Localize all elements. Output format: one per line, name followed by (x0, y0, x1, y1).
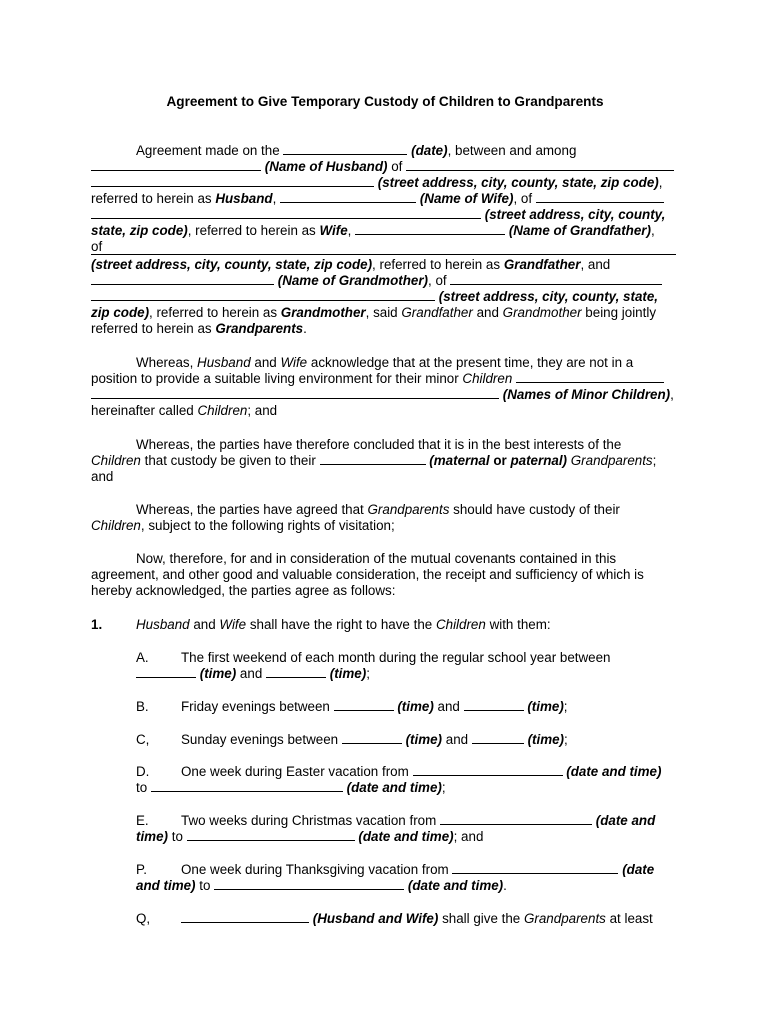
intro-line-11 (91, 305, 656, 321)
husband-address-blank-2[interactable] (91, 175, 374, 187)
item-c-label: C, (136, 732, 150, 747)
of-text: of (91, 239, 103, 254)
item-a-text: The first weekend of each month during the regular school year between (181, 650, 611, 665)
minor-children-blank-2[interactable] (91, 387, 499, 399)
semicolon-text: ; (652, 453, 657, 468)
wife-address-blank-2[interactable] (91, 207, 481, 219)
husband-name-blank[interactable] (91, 159, 261, 171)
now-line-1: Now, therefore, for and in consideration of the mutual covenants contained in this (136, 551, 617, 566)
whereas2-line-3 (91, 469, 113, 485)
minor-children-blank-1[interactable] (516, 371, 664, 383)
whereas3-line-2 (91, 518, 395, 534)
item-p-line (181, 862, 654, 878)
and-text: and (437, 699, 460, 714)
hereinafter-text: hereinafter called (91, 403, 194, 418)
time-label: (time) (199, 666, 237, 681)
being-jointly-text: being jointly (585, 305, 657, 320)
referred-text: referred to herein as (91, 321, 212, 336)
intro-line-2 (91, 159, 674, 175)
husband-wife-blank[interactable] (181, 911, 309, 923)
item-e-line-2 (136, 829, 483, 845)
date-time-label: (date and time) (346, 780, 442, 795)
time-blank[interactable] (136, 666, 196, 678)
section1-line (136, 617, 551, 633)
names-minor-children-label: (Names of Minor Children) (502, 387, 671, 402)
grandparents-italic: Grandparents (367, 502, 450, 517)
grandmother-italic: Grandmother (502, 305, 582, 320)
paternal-label: paternal) (510, 453, 568, 468)
wife-term: Wife (319, 223, 348, 238)
of-comma-text: , of (428, 273, 447, 288)
whereas1-line-2 (91, 371, 664, 387)
item-a-label: A. (136, 650, 149, 665)
said-text: , said (365, 305, 398, 320)
intro-line-3 (91, 175, 663, 191)
whereas-text: Whereas, (136, 355, 194, 370)
children-italic: Children (91, 518, 141, 533)
date-time-blank[interactable] (151, 780, 343, 792)
intro-line-12 (91, 321, 307, 337)
referred-text: , referred to herein as (149, 305, 278, 320)
and-text: and (445, 732, 469, 747)
whereas2-line1-text: Whereas, the parties have therefore concluded that it is in the best interests of the (136, 437, 622, 452)
intro-line-7 (91, 239, 102, 255)
to-text: to (171, 829, 183, 844)
date-time-blank[interactable] (413, 764, 563, 776)
and-text: and (476, 305, 499, 320)
time-blank[interactable] (334, 699, 394, 711)
intro-line-5 (91, 207, 665, 223)
referred-text: , referred to herein as (187, 223, 316, 238)
and-time-label: and time) (136, 878, 196, 893)
wife-italic: Wife (280, 355, 308, 370)
time-label: (time) (329, 666, 367, 681)
semicolon-text: ; (441, 780, 446, 795)
whereas1-line2-text: position to provide a suitable living environment for their minor (91, 371, 459, 386)
time-blank[interactable] (342, 732, 402, 744)
item-e-line (181, 813, 655, 829)
to-text: to (199, 878, 211, 893)
of-text: of (391, 159, 403, 174)
item-q-text: shall give the (442, 911, 521, 926)
intro-line-9 (91, 273, 662, 289)
date-time-label: (date and time) (407, 878, 504, 893)
grandfather-italic: Grandfather (401, 305, 473, 320)
time-label: (time) (397, 699, 434, 714)
grandmother-term: Grandmother (280, 305, 366, 320)
period-text: . (303, 321, 307, 336)
or-label: or (493, 453, 507, 468)
time-blank[interactable] (464, 699, 524, 711)
grandmother-address-blank-1[interactable] (450, 273, 662, 285)
period-text: . (503, 878, 507, 893)
intro-between: , between and among (447, 143, 577, 158)
grandparents-term: Grandparents (215, 321, 304, 336)
time-blank[interactable] (266, 666, 326, 678)
wife-address-blank-1[interactable] (536, 191, 664, 203)
comma-text: , (658, 175, 663, 190)
date-time-blank[interactable] (187, 829, 355, 841)
item-e-label: E. (136, 813, 149, 828)
intro-line-10 (91, 289, 658, 305)
semicolon-text: ; (563, 699, 568, 714)
zip-code-label: zip code) (91, 305, 150, 320)
whereas2-line-1 (136, 437, 621, 453)
item-b-line (181, 699, 568, 715)
date-time-blank[interactable] (440, 813, 592, 825)
and-text: ; and (453, 829, 484, 844)
item-b-label: B. (136, 699, 149, 714)
and-text: and (193, 617, 216, 632)
item-d-line (181, 764, 661, 780)
item-c-text: Sunday evenings between (181, 732, 339, 747)
and-text: , and (580, 257, 611, 272)
referred-text: , referred to herein as (372, 257, 501, 272)
husband-term: Husband (215, 191, 273, 206)
visitation-text: , subject to the following rights of visitation; (140, 518, 395, 533)
whereas1-line-1 (136, 355, 633, 371)
time-blank[interactable] (472, 732, 524, 744)
section1-mid: shall have the right to have the (249, 617, 433, 632)
item-e-text: Two weeks during Christmas vacation from (181, 813, 437, 828)
street-address-label-4: (street address, city, county, state, (438, 289, 659, 304)
semicolon-text: ; (366, 666, 370, 681)
item-p-label: P. (136, 862, 147, 877)
time-label: (time) (527, 699, 564, 714)
intro-line-6: state, zip code), referred to herein as Wife, (Name of Grandfather), (91, 223, 655, 238)
wife-name-label: (Name of Wife) (419, 191, 514, 206)
and-text: ; and (247, 403, 278, 418)
husband-address-blank-1[interactable] (406, 159, 674, 171)
grandmother-name-label: (Name of Grandmother) (277, 273, 429, 288)
item-d-line-2 (136, 780, 446, 796)
date-blank[interactable] (283, 143, 407, 155)
time-label: (time) (527, 732, 565, 747)
intro-line-4: referred to herein as Husband, (Name of Wife), of (91, 191, 664, 207)
item-d-label: D. (136, 764, 150, 779)
maternal-paternal-blank[interactable] (320, 453, 426, 465)
now-line-3: hereby acknowledged, the parties agree as follows: (91, 583, 396, 598)
husband-name-label: (Name of Husband) (264, 159, 388, 174)
state-zip-label: state, zip code) (91, 223, 188, 238)
grandfather-address-blank[interactable] (91, 254, 676, 255)
whereas1-line-3 (91, 387, 674, 403)
section1-post: with them: (489, 617, 551, 632)
date-time-blank[interactable] (452, 862, 618, 874)
intro-line-1 (136, 143, 576, 159)
whereas3-post: should have custody of their (453, 502, 620, 517)
item-a-line-2 (136, 666, 370, 682)
time-label: (time) (405, 732, 443, 747)
item-q-label: Q, (136, 911, 151, 926)
of-comma-text: , of (513, 191, 533, 206)
date-and-label: (date and (595, 813, 656, 828)
husband-wife-label: (Husband and Wife) (312, 911, 439, 926)
street-address-label-2: (street address, city, county, (484, 207, 666, 222)
grandfather-name-label: (Name of Grandfather) (508, 223, 651, 238)
whereas1-rest: acknowledge that at the present time, they are not in a (310, 355, 634, 370)
whereas1-line-4 (91, 403, 277, 419)
children-italic: Children (91, 453, 141, 468)
at-least-text: at least (609, 911, 653, 926)
street-address-label-1: (street address, city, county, state, zip code) (377, 175, 659, 190)
whereas2-line-2 (91, 453, 656, 469)
grandmother-name-blank[interactable] (91, 273, 274, 285)
item-b-text: Friday evenings between (181, 699, 330, 714)
date-open-label: (date (622, 862, 655, 877)
date-time-blank[interactable] (214, 878, 404, 890)
and-text: and (254, 355, 277, 370)
item-d-text: One week during Easter vacation from (181, 764, 409, 779)
section-number: 1. (91, 617, 103, 632)
children-italic: Children (197, 403, 248, 418)
wife-italic: Wife (219, 617, 247, 632)
and-text: and (239, 666, 263, 681)
custody-text: that custody be given to their (144, 453, 316, 468)
grandmother-address-blank-2[interactable] (91, 289, 435, 301)
children-italic: Children (435, 617, 486, 632)
wife-name-blank[interactable] (280, 191, 416, 203)
item-q-line (181, 911, 653, 927)
semicolon-text: ; (564, 732, 568, 747)
date-time-label: (date and time) (358, 829, 454, 844)
comma-text: , (670, 387, 674, 402)
intro-line-8 (91, 257, 610, 273)
document-title: Agreement to Give Temporary Custody of Children to Grandparents (166, 94, 604, 109)
husband-italic: Husband (136, 617, 190, 632)
item-p-text: One week during Thanksgiving vacation from (181, 862, 449, 877)
and-text: and (91, 469, 114, 484)
husband-italic: Husband (197, 355, 251, 370)
grandparents-italic: Grandparents (523, 911, 606, 926)
whereas3-line-1 (136, 502, 620, 518)
now-line-2: agreement, and other good and valuable consideration, the receipt and sufficiency of which is (91, 567, 644, 582)
grandfather-term: Grandfather (503, 257, 581, 272)
whereas3-text: Whereas, the parties have agreed that (136, 502, 364, 517)
time-close-label: time) (136, 829, 168, 844)
referred-text: referred to herein as (91, 191, 212, 206)
grandparents-italic: Grandparents (570, 453, 653, 468)
children-italic: Children (462, 371, 513, 386)
intro-made-on: Agreement made on the (136, 143, 280, 158)
date-label: (date) (411, 143, 448, 158)
date-time-label: (date and time) (566, 764, 662, 779)
maternal-label: (maternal (429, 453, 490, 468)
item-c-line (181, 732, 568, 748)
item-p-line-2 (136, 878, 507, 894)
to-text: to (136, 780, 148, 795)
street-address-label-3: (street address, city, county, state, zip code) (91, 257, 373, 272)
grandfather-name-blank[interactable] (355, 223, 505, 235)
